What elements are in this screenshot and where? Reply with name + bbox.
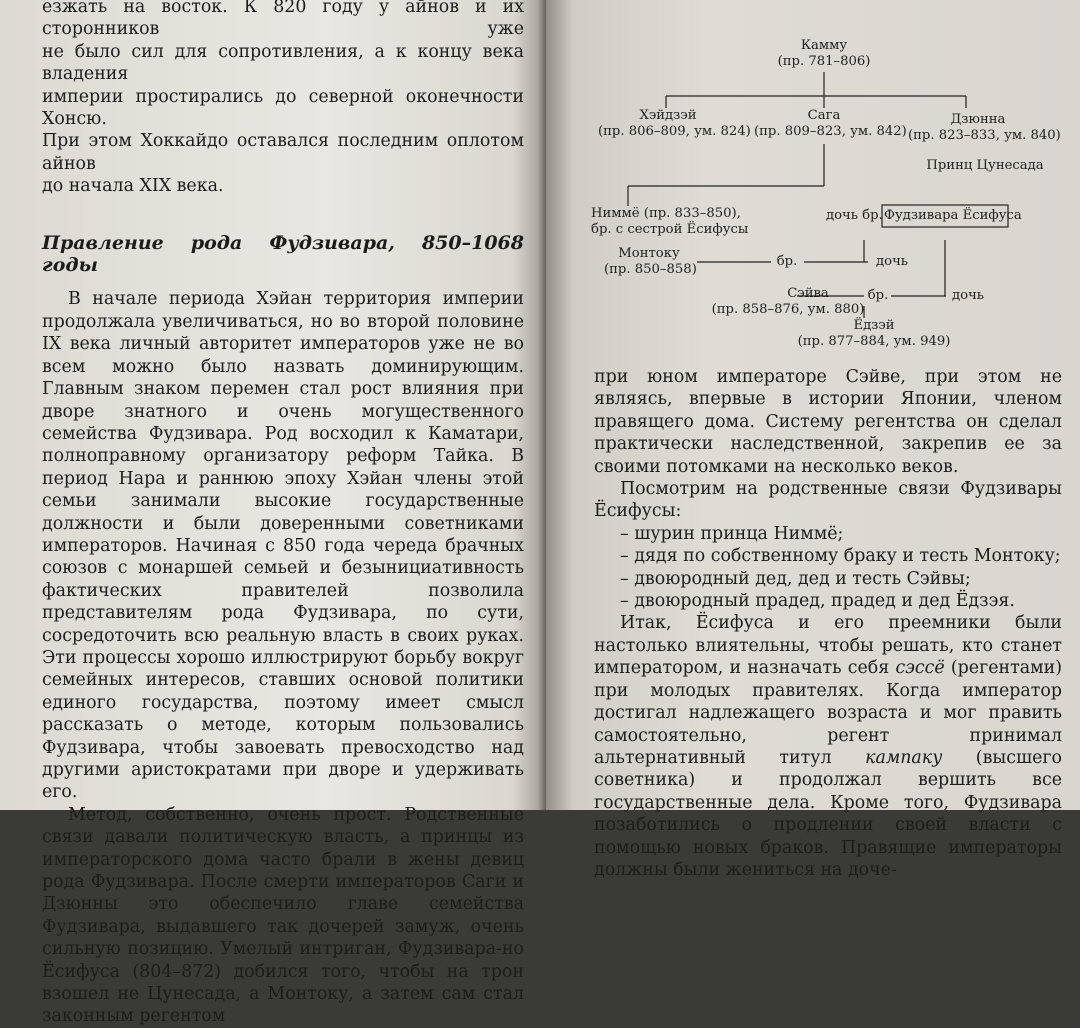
text-line: езжать на восток. К 820 году у айнов и их сторонников уже	[42, 0, 524, 40]
tree-node-yozei	[794, 318, 954, 350]
node-name: Ниммё (пр. 833–850),	[591, 206, 741, 221]
right-page	[546, 0, 1080, 880]
family-tree	[546, 0, 1080, 365]
term-sessho: сэссё	[895, 658, 945, 679]
node-reign: (пр. 858–876, ум. 880)	[711, 302, 865, 317]
node-reign: (пр. 809–823, ум. 842)	[754, 124, 907, 139]
text-line: империи простирались до северной оконечности Хонсю.	[42, 86, 524, 130]
tree-node-saga	[754, 108, 907, 140]
paragraph-text: (регентами) при молодых правителях. Когда император достигал надлежащего возраста и мог править самостоятельно, регент принимал альтернативный титул	[594, 658, 1062, 768]
node-reign: (пр. 781–806)	[777, 54, 871, 69]
tree-node-junna	[908, 112, 1061, 144]
node-name: Ёдзэй	[853, 318, 895, 333]
paragraph: Посмотрим на родственные связи Фудзивары Ёсифусы:	[594, 479, 1062, 522]
list-item: – шурин принца Ниммё;	[620, 523, 844, 544]
text-line: до начала XIX века.	[42, 176, 224, 197]
section-title: Правление рода Фудзивара, 850–1068 годы	[42, 231, 524, 277]
tree-label-marriage: бр.	[867, 288, 889, 303]
tree-node-montoku	[604, 246, 697, 278]
node-name: Монтоку	[618, 246, 680, 261]
paragraph: В начале периода Хэйан территория империи продолжала увеличиваться, но во второй половине IX века личный авторитет императоров уже не во всем можно было назвать доминирующим. Главным знаком перемен стал рост влияния при дворе знатного и очень могущественного семейства Фудзивара. Род восходил к Каматари, полноправному организатору реформ Тайка. В период Нара и раннюю эпоху Хэйан члены этой семьи занимали высокие государственные должности и были доверенными советниками императоров. Начиная с 850 года череда брачных союзов с монаршей семьей и безынициативность фактических правителей позволила представителям рода Фудзивара, по сути, сосредоточить всю реальную власть в своих руках. Эти процессы хорошо иллюстрируют борьбу вокруг семейных интересов, ставших основой политики единого государства, поэтому имеет смысл рассказать о методе, которым пользовались Фудзивара, чтобы завоевать превосходство над другими аристократами при дворе и удерживать его.	[42, 289, 524, 803]
tree-label-daughter: дочь	[952, 288, 984, 303]
node-name: Камму	[800, 38, 848, 53]
text-line: При этом Хоккайдо оставался последним оплотом айнов	[42, 131, 524, 174]
tree-node-nimme	[591, 206, 749, 238]
term-kampaku: кампаку	[865, 747, 943, 768]
tree-node-tsunesada: Принц Цунесада	[926, 158, 1044, 173]
paragraph: при юном императоре Сэйве, при этом не являясь, впервые в истории Японии, членом правящего дома. Систему регентства он сделал практически наследственной, закрепив ее за своими потомками на несколько веков.	[594, 367, 1062, 477]
list-item: – дядя по собственному браку и тесть Монтоку;	[620, 546, 1061, 567]
tree-label-marriage: бр.	[776, 254, 798, 269]
paragraph: Метод, собственно, очень прост. Родственные связи давали политическую власть, а принцы из императорского дома часто брали в жены девиц рода Фудзивара. После смерти императоров Саги и Дзюнны это обеспечило главе семейства Фудзивара, выдавшего так дочерей замуж, очень сильную позицию. Умелый интриган, Фудзивара-но Ёсифуса (804–872) добился того, чтобы на трон взошел не Цунесада, а Монтоку, а затем сам стал законным регентом	[42, 804, 524, 1027]
node-name: Сага	[807, 108, 841, 123]
top-paragraph	[42, 0, 524, 198]
tree-node-kammu	[774, 38, 874, 70]
paragraph-text: (высшего советника) и продолжал вершить все государственные дела. Кроме того, Фудзивара позаботились о продлении своей власти с помощью новых браков. Правящие императоры должны были жениться на доче-	[594, 747, 1062, 880]
list-item: – двоюродный прадед, прадед и дед Ёдзэя.	[620, 591, 1015, 612]
right-text-column	[594, 366, 1062, 881]
tree-label-daughter-marriage: дочь бр.	[826, 208, 883, 223]
node-reign: (пр. 806–809, ум. 824)	[598, 124, 751, 139]
node-name: Хэйдзэй	[639, 108, 697, 123]
node-name: Дзюнна	[950, 112, 1006, 127]
node-note: бр. с сестрой Ёсифусы	[591, 222, 749, 237]
paragraph	[594, 612, 1062, 881]
node-name: Сэйва	[787, 286, 829, 301]
text-line: не было сил для сопротивления, а к концу века владения	[42, 41, 524, 85]
left-text-column	[42, 0, 524, 1028]
node-reign: (пр. 850–858)	[604, 262, 697, 277]
tree-label-daughter: дочь	[876, 254, 908, 269]
paragraph-text: Итак, Ёсифуса и его преемники были настолько влиятельны, чтобы решать, кто станет императором, и назначать себя	[594, 613, 1062, 679]
tree-node-heizei	[598, 108, 751, 140]
node-reign: (пр. 823–833, ум. 840)	[908, 128, 1061, 143]
list-item: – двоюродный дед, дед и тесть Сэйвы;	[620, 568, 971, 589]
tree-node-yoshifusa: Фудзивара Ёсифуса	[884, 208, 1022, 223]
node-reign: (пр. 877–884, ум. 949)	[797, 334, 951, 349]
tree-node-seiwa	[708, 286, 868, 318]
